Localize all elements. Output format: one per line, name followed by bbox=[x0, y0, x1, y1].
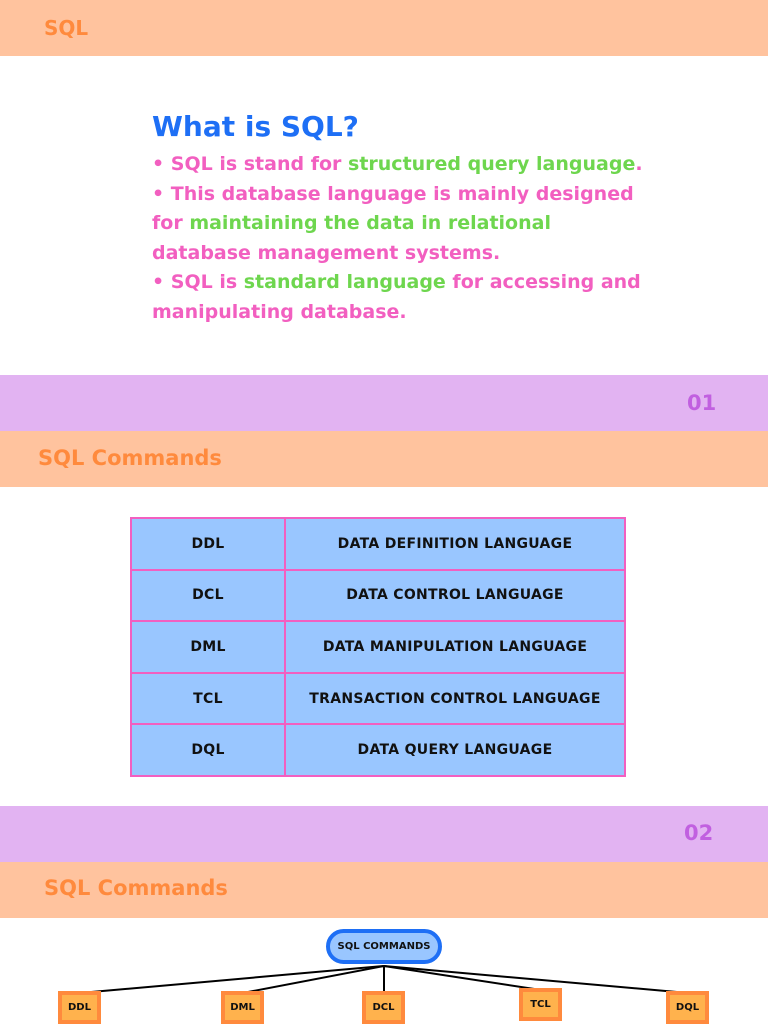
body-text: . bbox=[635, 153, 643, 175]
body-text: for bbox=[152, 212, 190, 234]
command-abbr: DCL bbox=[131, 570, 285, 622]
tree-node-dcl: DCL bbox=[362, 991, 405, 1024]
tree-node-dql: DQL bbox=[666, 991, 709, 1024]
body-text: manipulating database. bbox=[152, 300, 407, 323]
highlight-text: maintaining the data in relational bbox=[189, 212, 551, 234]
body-text: • SQL is stand for bbox=[152, 153, 349, 175]
tree-node-ddl: DDL bbox=[58, 991, 101, 1024]
header-title: SQL bbox=[44, 16, 89, 40]
command-abbr: DML bbox=[131, 621, 285, 673]
command-name: TRANSACTION CONTROL LANGUAGE bbox=[285, 673, 625, 725]
intro-line bbox=[152, 268, 641, 298]
command-name: DATA CONTROL LANGUAGE bbox=[285, 570, 625, 622]
connector-dml bbox=[243, 966, 384, 993]
page-number-1: 01 bbox=[687, 391, 717, 415]
body-text: • This database language is mainly designed bbox=[152, 182, 634, 205]
command-name: DATA QUERY LANGUAGE bbox=[285, 724, 625, 776]
page-band-2 bbox=[0, 806, 768, 862]
page-band-1 bbox=[0, 375, 768, 431]
table-row bbox=[131, 570, 625, 622]
body-text: database management systems. bbox=[152, 241, 501, 264]
section-title-2: SQL Commands bbox=[44, 876, 228, 900]
section-title-1: SQL Commands bbox=[38, 446, 222, 470]
tree-node-dml: DML bbox=[221, 991, 264, 1024]
page-number-2: 02 bbox=[684, 821, 714, 845]
table-row bbox=[131, 673, 625, 725]
header-band bbox=[0, 0, 768, 56]
body-text: • SQL is bbox=[152, 271, 244, 293]
intro-line bbox=[152, 298, 632, 328]
highlight-text: standard language bbox=[243, 271, 446, 293]
intro-body bbox=[152, 150, 643, 327]
commands-table bbox=[130, 517, 626, 777]
table-row bbox=[131, 621, 625, 673]
intro-line bbox=[152, 180, 632, 210]
command-abbr: TCL bbox=[131, 673, 285, 725]
body-text: for accessing and bbox=[445, 271, 641, 293]
command-abbr: DQL bbox=[131, 724, 285, 776]
tree-node-tcl: TCL bbox=[519, 988, 562, 1021]
intro-line bbox=[152, 150, 643, 180]
table-row bbox=[131, 724, 625, 776]
tree-root-node: SQL COMMANDS bbox=[326, 929, 442, 964]
intro-line bbox=[152, 209, 632, 239]
command-name: DATA MANIPULATION LANGUAGE bbox=[285, 621, 625, 673]
command-abbr: DDL bbox=[131, 518, 285, 570]
command-name: DATA DEFINITION LANGUAGE bbox=[285, 518, 625, 570]
table-row bbox=[131, 518, 625, 570]
intro-line bbox=[152, 239, 632, 269]
connector-ddl bbox=[80, 966, 384, 993]
intro-heading: What is SQL? bbox=[152, 110, 359, 143]
highlight-text: structured query language bbox=[348, 153, 636, 175]
